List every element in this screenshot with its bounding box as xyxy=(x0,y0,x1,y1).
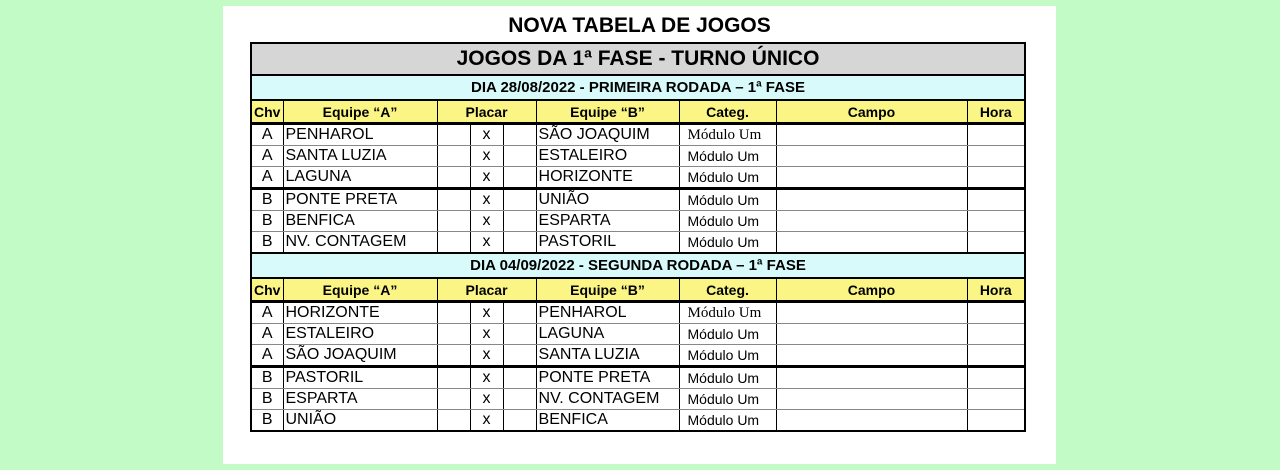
chave-cell: A xyxy=(252,146,283,167)
chave-cell: B xyxy=(252,211,283,232)
score-a-cell xyxy=(437,146,470,167)
table-row xyxy=(252,211,1024,232)
table-header-row xyxy=(252,101,1024,124)
round-2-title: DIA 04/09/2022 - SEGUNDA RODADA – 1ª FASE xyxy=(252,252,1024,279)
table-row xyxy=(252,189,1024,211)
team-b-cell: PENHAROL xyxy=(536,302,679,324)
campo-cell xyxy=(776,167,967,189)
versus-cell: x xyxy=(470,367,503,389)
table-row xyxy=(252,367,1024,389)
categ-cell: Módulo Um xyxy=(679,410,776,431)
categ-cell: Módulo Um xyxy=(679,146,776,167)
versus-cell: x xyxy=(470,211,503,232)
table-row xyxy=(252,410,1024,431)
team-b-cell: BENFICA xyxy=(536,410,679,431)
score-a-cell xyxy=(437,302,470,324)
categ-cell: Módulo Um xyxy=(679,367,776,389)
table-row xyxy=(252,345,1024,367)
col-campo: Campo xyxy=(776,279,967,302)
chave-cell: B xyxy=(252,367,283,389)
versus-cell: x xyxy=(470,389,503,410)
versus-cell: x xyxy=(470,302,503,324)
hora-cell xyxy=(967,211,1024,232)
team-b-cell: ESPARTA xyxy=(536,211,679,232)
score-a-cell xyxy=(437,389,470,410)
team-b-cell: LAGUNA xyxy=(536,324,679,345)
team-a-cell: UNIÃO xyxy=(283,410,437,431)
team-b-cell: UNIÃO xyxy=(536,189,679,211)
col-hora: Hora xyxy=(967,101,1024,124)
table-row xyxy=(252,146,1024,167)
table-row xyxy=(252,232,1024,253)
score-a-cell xyxy=(437,189,470,211)
games-sheet xyxy=(250,42,1026,432)
col-team-b: Equipe “B” xyxy=(536,101,679,124)
col-categ: Categ. xyxy=(679,279,776,302)
chave-cell: A xyxy=(252,345,283,367)
chave-cell: A xyxy=(252,124,283,146)
score-a-cell xyxy=(437,367,470,389)
round-2-table xyxy=(252,279,1024,430)
campo-cell xyxy=(776,189,967,211)
team-a-cell: PASTORIL xyxy=(283,367,437,389)
versus-cell: x xyxy=(470,146,503,167)
hora-cell xyxy=(967,324,1024,345)
document-title: NOVA TABELA DE JOGOS xyxy=(508,14,771,37)
team-a-cell: BENFICA xyxy=(283,211,437,232)
col-hora: Hora xyxy=(967,279,1024,302)
round-1-table xyxy=(252,101,1024,252)
team-a-cell: SÃO JOAQUIM xyxy=(283,345,437,367)
campo-cell xyxy=(776,345,967,367)
score-b-cell xyxy=(503,410,536,431)
chave-cell: B xyxy=(252,389,283,410)
score-b-cell xyxy=(503,389,536,410)
team-a-cell: PONTE PRETA xyxy=(283,189,437,211)
team-b-cell: PONTE PRETA xyxy=(536,367,679,389)
categ-cell: Módulo Um xyxy=(679,345,776,367)
categ-cell: Módulo Um xyxy=(679,389,776,410)
hora-cell xyxy=(967,124,1024,146)
col-team-a: Equipe “A” xyxy=(283,101,437,124)
table-row xyxy=(252,324,1024,345)
hora-cell xyxy=(967,232,1024,253)
score-a-cell xyxy=(437,167,470,189)
col-chv: Chv xyxy=(252,101,283,124)
categ-cell: Módulo Um xyxy=(679,324,776,345)
score-a-cell xyxy=(437,410,470,431)
chave-cell: B xyxy=(252,410,283,431)
campo-cell xyxy=(776,232,967,253)
score-b-cell xyxy=(503,124,536,146)
team-b-cell: SÃO JOAQUIM xyxy=(536,124,679,146)
table-header-row xyxy=(252,279,1024,302)
score-b-cell xyxy=(503,345,536,367)
team-a-cell: PENHAROL xyxy=(283,124,437,146)
score-b-cell xyxy=(503,189,536,211)
versus-cell: x xyxy=(470,189,503,211)
hora-cell xyxy=(967,302,1024,324)
versus-cell: x xyxy=(470,232,503,253)
hora-cell xyxy=(967,167,1024,189)
hora-cell xyxy=(967,189,1024,211)
categ-cell: Módulo Um xyxy=(679,232,776,253)
campo-cell xyxy=(776,410,967,431)
score-b-cell xyxy=(503,211,536,232)
categ-cell: Módulo Um xyxy=(679,302,776,324)
hora-cell xyxy=(967,146,1024,167)
team-b-cell: HORIZONTE xyxy=(536,167,679,189)
table-row xyxy=(252,167,1024,189)
team-a-cell: SANTA LUZIA xyxy=(283,146,437,167)
hora-cell xyxy=(967,389,1024,410)
score-b-cell xyxy=(503,232,536,253)
team-b-cell: ESTALEIRO xyxy=(536,146,679,167)
campo-cell xyxy=(776,124,967,146)
fase-title: JOGOS DA 1ª FASE - TURNO ÚNICO xyxy=(252,44,1024,76)
col-categ: Categ. xyxy=(679,101,776,124)
table-row xyxy=(252,389,1024,410)
categ-cell: Módulo Um xyxy=(679,189,776,211)
campo-cell xyxy=(776,367,967,389)
team-a-cell: ESTALEIRO xyxy=(283,324,437,345)
categ-cell: Módulo Um xyxy=(679,167,776,189)
table-row xyxy=(252,302,1024,324)
score-b-cell xyxy=(503,302,536,324)
versus-cell: x xyxy=(470,345,503,367)
categ-cell: Módulo Um xyxy=(679,211,776,232)
chave-cell: A xyxy=(252,167,283,189)
col-team-b: Equipe “B” xyxy=(536,279,679,302)
team-b-cell: PASTORIL xyxy=(536,232,679,253)
hora-cell xyxy=(967,345,1024,367)
team-a-cell: LAGUNA xyxy=(283,167,437,189)
team-b-cell: NV. CONTAGEM xyxy=(536,389,679,410)
campo-cell xyxy=(776,302,967,324)
versus-cell: x xyxy=(470,410,503,431)
campo-cell xyxy=(776,324,967,345)
campo-cell xyxy=(776,389,967,410)
score-b-cell xyxy=(503,146,536,167)
chave-cell: A xyxy=(252,324,283,345)
versus-cell: x xyxy=(470,124,503,146)
versus-cell: x xyxy=(470,167,503,189)
chave-cell: B xyxy=(252,232,283,253)
chave-cell: A xyxy=(252,302,283,324)
score-a-cell xyxy=(437,124,470,146)
campo-cell xyxy=(776,146,967,167)
col-campo: Campo xyxy=(776,101,967,124)
campo-cell xyxy=(776,211,967,232)
round-1-title: DIA 28/08/2022 - PRIMEIRA RODADA – 1ª FASE xyxy=(252,76,1024,101)
categ-cell: Módulo Um xyxy=(679,124,776,146)
chave-cell: B xyxy=(252,189,283,211)
col-placar: Placar xyxy=(437,279,536,302)
col-placar: Placar xyxy=(437,101,536,124)
score-b-cell xyxy=(503,367,536,389)
score-a-cell xyxy=(437,211,470,232)
col-chv: Chv xyxy=(252,279,283,302)
score-b-cell xyxy=(503,324,536,345)
score-a-cell xyxy=(437,345,470,367)
versus-cell: x xyxy=(470,324,503,345)
team-a-cell: ESPARTA xyxy=(283,389,437,410)
team-a-cell: NV. CONTAGEM xyxy=(283,232,437,253)
table-row xyxy=(252,124,1024,146)
score-b-cell xyxy=(503,167,536,189)
score-a-cell xyxy=(437,232,470,253)
hora-cell xyxy=(967,367,1024,389)
hora-cell xyxy=(967,410,1024,431)
col-team-a: Equipe “A” xyxy=(283,279,437,302)
score-a-cell xyxy=(437,324,470,345)
team-b-cell: SANTA LUZIA xyxy=(536,345,679,367)
team-a-cell: HORIZONTE xyxy=(283,302,437,324)
